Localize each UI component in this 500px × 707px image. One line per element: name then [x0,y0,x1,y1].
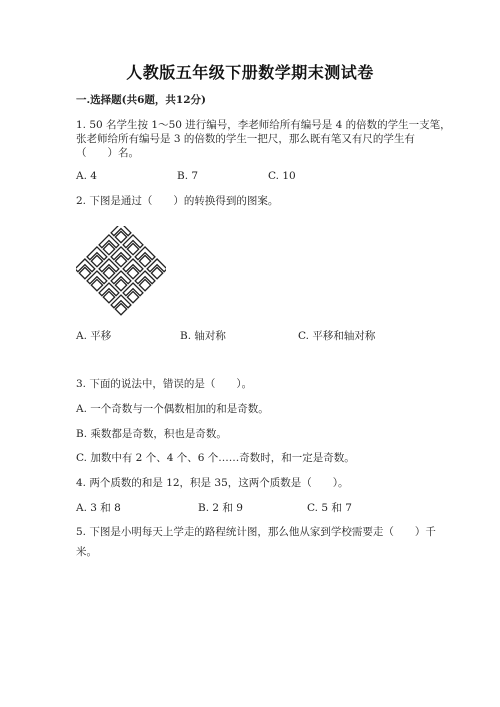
interlocking-pattern-icon [76,226,166,316]
q3-option-c: C. 加数中有 2 个、4 个、6 个……奇数时，和一定是奇数。 [76,452,355,464]
section-heading: 一.选择题(共6题，共12分) [76,94,207,106]
q3-option-b: B. 乘数都是奇数，积也是奇数。 [76,428,227,440]
q2-option-b: B. 轴对称 [180,330,226,342]
q1-text-line2: 张老师给所有编号是 3 的倍数的学生一把尺，那么既有笔又有尺的学生有 [76,133,415,145]
page-title: 人教版五年级下册数学期末测试卷 [126,63,374,82]
q4-option-b: B. 2 和 9 [198,502,243,514]
q1-text-line3: （ ）名。 [76,147,139,159]
q4-option-a: A. 3 和 8 [76,502,121,514]
q4-option-c: C. 5 和 7 [307,502,352,514]
q1-text-line1: 1. 50 名学生按 1～50 进行编号，李老师给所有编号是 4 的倍数的学生一支笔， [76,119,451,131]
q1-option-b: B. 7 [177,170,199,182]
q3-option-a: A. 一个奇数与一个偶数相加的和是奇数。 [76,403,269,415]
q1-option-a: A. 4 [76,170,97,182]
q5-text-line1: 5. 下图是小明每天上学走的路程统计图，那么他从家到学校需要走（ ）千 [76,526,436,538]
q4-text: 4. 两个质数的和是 12，积是 35，这两个质数是（ ）。 [76,477,349,489]
q2-option-a: A. 平移 [76,330,112,342]
q5-text-line2: 米。 [76,546,97,558]
q3-text: 3. 下面的说法中，错误的是（ ）。 [76,378,253,390]
q2-text: 2. 下图是通过（ ）的转换得到的图案。 [76,195,279,207]
q2-option-c: C. 平移和轴对称 [298,330,376,342]
q1-option-c: C. 10 [268,170,296,182]
